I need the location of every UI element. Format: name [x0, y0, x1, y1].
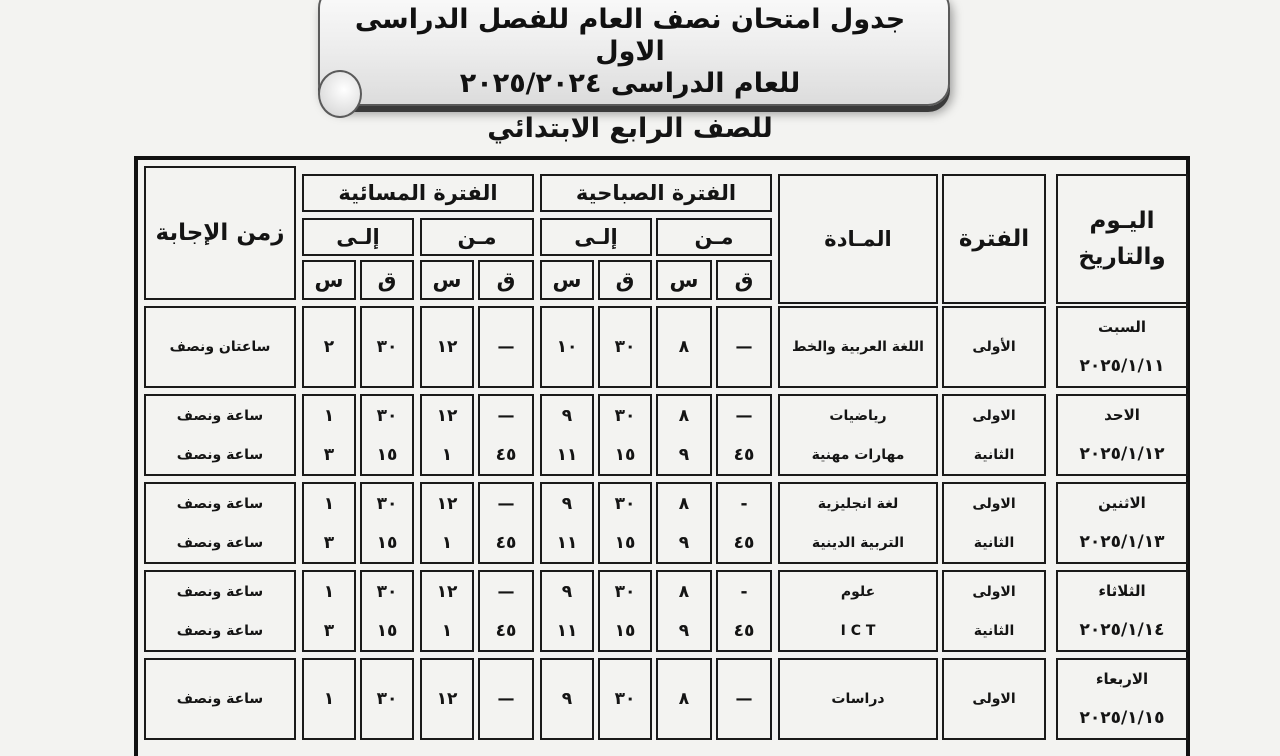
- evening-from-minute-value: —: [497, 689, 515, 709]
- period-cell: [942, 658, 1046, 740]
- grade-subtitle: للصف الرابع الابتدائي: [487, 113, 773, 144]
- morning-from-minute-cell: [716, 306, 772, 388]
- header-evening-to: إلـى: [302, 218, 414, 256]
- document-title: [340, 4, 920, 100]
- evening-from-hour-value: ١٢: [436, 405, 458, 426]
- exam-table: [134, 156, 1190, 756]
- evening-from-minute-value: —: [497, 493, 515, 514]
- subject-cell: [778, 570, 938, 652]
- evening-to-hour-value: ١: [323, 689, 335, 709]
- period-value: الثانية: [973, 622, 1015, 639]
- day-date-cell: [1056, 482, 1188, 564]
- evening-to-hour-value: ١: [323, 581, 335, 602]
- exam-date: ٢٠٢٥/١/١٤: [1079, 620, 1165, 640]
- subject-value: اللغة العربية والخط: [792, 339, 924, 355]
- header-evening-from: مـن: [420, 218, 534, 256]
- morning-to-hour-value: ٩: [561, 405, 573, 426]
- day-date-cell: [1056, 306, 1188, 388]
- evening-to-hour-cell: [302, 394, 356, 476]
- header-morning-from-minute: ق: [716, 260, 772, 300]
- morning-to-minute-cell: [598, 570, 652, 652]
- evening-from-minute-value: ٤٥: [495, 532, 517, 553]
- evening-from-hour-value: ١٢: [436, 689, 458, 709]
- day-name: الثلاثاء: [1098, 582, 1146, 600]
- duration-cell: [144, 658, 296, 740]
- duration-value: ساعة ونصف: [176, 622, 264, 639]
- header-evening: الفترة المسائية: [302, 174, 534, 212]
- evening-from-hour-value: ١٢: [436, 493, 458, 514]
- morning-to-minute-value: ٣٠: [614, 337, 636, 357]
- header-duration: زمن الإجابة: [144, 166, 296, 300]
- duration-value: ساعة ونصف: [176, 495, 264, 512]
- duration-value: ساعة ونصف: [176, 407, 264, 424]
- evening-from-minute-cell: [478, 658, 534, 740]
- day-name: الاربعاء: [1095, 670, 1149, 688]
- period-value: الأولى: [972, 339, 1016, 355]
- morning-to-hour-value: ٩: [561, 581, 573, 602]
- subject-cell: [778, 482, 938, 564]
- evening-from-minute-cell: [478, 394, 534, 476]
- day-date-cell: [1056, 658, 1188, 740]
- morning-from-hour-cell: [656, 482, 712, 564]
- morning-to-minute-cell: [598, 306, 652, 388]
- morning-from-minute-value: —: [735, 337, 753, 357]
- duration-cell: [144, 306, 296, 388]
- morning-to-minute-cell: [598, 658, 652, 740]
- subject-cell: [778, 394, 938, 476]
- header-subject: المـادة: [778, 174, 938, 304]
- header-morning-from: مـن: [656, 218, 772, 256]
- morning-from-hour-value: ٩: [678, 444, 690, 465]
- evening-from-minute-value: ٤٥: [495, 620, 517, 641]
- evening-from-minute-value: —: [497, 581, 515, 602]
- morning-from-hour-cell: [656, 394, 712, 476]
- evening-from-hour-cell: [420, 482, 474, 564]
- evening-to-minute-value: ١٥: [376, 620, 398, 641]
- subject-value: رياضيات: [829, 407, 887, 424]
- morning-to-hour-value: ١١: [556, 444, 578, 465]
- duration-cell: [144, 570, 296, 652]
- header-evening-to-minute: ق: [360, 260, 414, 300]
- evening-to-minute-cell: [360, 482, 414, 564]
- evening-to-hour-value: ٣: [323, 620, 335, 641]
- evening-to-hour-cell: [302, 570, 356, 652]
- evening-to-hour-value: ٣: [323, 532, 335, 553]
- subject-cell: [778, 306, 938, 388]
- duration-cell: [144, 482, 296, 564]
- morning-from-minute-value: -: [740, 581, 748, 602]
- exam-date: ٢٠٢٥/١/١٥: [1079, 708, 1165, 728]
- day-date-cell: [1056, 570, 1188, 652]
- period-value: الاولى: [972, 495, 1016, 512]
- morning-from-minute-value: ٤٥: [733, 620, 755, 641]
- evening-to-hour-cell: [302, 658, 356, 740]
- evening-from-hour-value: ١: [441, 620, 453, 641]
- morning-to-hour-cell: [540, 570, 594, 652]
- evening-to-hour-value: ٢: [323, 337, 335, 357]
- morning-to-hour-value: ١٠: [556, 337, 578, 357]
- morning-to-hour-value: ١١: [556, 620, 578, 641]
- morning-to-hour-cell: [540, 482, 594, 564]
- evening-to-minute-value: ٣٠: [376, 493, 398, 514]
- header-evening-to-hour: س: [302, 260, 356, 300]
- period-value: الثانية: [973, 534, 1015, 551]
- duration-value: ساعة ونصف: [176, 446, 264, 463]
- period-value: الاولى: [972, 691, 1016, 707]
- evening-to-hour-cell: [302, 306, 356, 388]
- day-name: الاحد: [1104, 406, 1140, 424]
- morning-from-hour-cell: [656, 658, 712, 740]
- duration-value: ساعة ونصف: [176, 534, 264, 551]
- morning-from-hour-value: ٨: [678, 405, 690, 426]
- exam-date: ٢٠٢٥/١/١٣: [1079, 532, 1165, 552]
- exam-date: ٢٠٢٥/١/١١: [1079, 356, 1165, 376]
- subject-value: علوم: [840, 583, 876, 600]
- header-evening-from-minute: ق: [478, 260, 534, 300]
- morning-from-minute-cell: [716, 658, 772, 740]
- exam-date: ٢٠٢٥/١/١٢: [1079, 444, 1165, 464]
- subject-value: التربية الدينية: [811, 534, 905, 551]
- evening-to-hour-value: ١: [323, 405, 335, 426]
- evening-from-minute-value: —: [497, 337, 515, 357]
- day-date-cell: [1056, 394, 1188, 476]
- morning-from-minute-cell: [716, 482, 772, 564]
- period-value: الاولى: [972, 583, 1016, 600]
- evening-to-minute-cell: [360, 394, 414, 476]
- morning-from-hour-value: ٨: [678, 337, 690, 357]
- evening-from-minute-cell: [478, 306, 534, 388]
- evening-from-hour-value: ١٢: [436, 337, 458, 357]
- morning-from-minute-value: -: [740, 493, 748, 514]
- morning-from-hour-value: ٩: [678, 532, 690, 553]
- morning-from-hour-cell: [656, 570, 712, 652]
- morning-to-minute-value: ١٥: [614, 620, 636, 641]
- evening-from-hour-cell: [420, 394, 474, 476]
- morning-from-minute-value: —: [735, 689, 753, 709]
- morning-to-minute-value: ١٥: [614, 532, 636, 553]
- evening-from-minute-value: —: [497, 405, 515, 426]
- header-morning-to-minute: ق: [598, 260, 652, 300]
- morning-to-hour-value: ١١: [556, 532, 578, 553]
- header-evening-from-hour: س: [420, 260, 474, 300]
- header-morning: الفترة الصباحية: [540, 174, 772, 212]
- period-value: الاولى: [972, 407, 1016, 424]
- evening-from-minute-cell: [478, 570, 534, 652]
- title-line-1: جدول امتحان نصف العام للفصل الدراسى الاول: [354, 4, 906, 67]
- morning-to-minute-value: ٣٠: [614, 689, 636, 709]
- morning-from-hour-value: ٨: [678, 689, 690, 709]
- duration-value: ساعة ونصف: [176, 583, 264, 600]
- period-cell: [942, 570, 1046, 652]
- morning-from-minute-cell: [716, 570, 772, 652]
- subject-value: I C T: [840, 622, 876, 639]
- evening-to-minute-value: ٣٠: [376, 337, 398, 357]
- morning-to-minute-value: ٣٠: [614, 493, 636, 514]
- subject-value: لغة انجليزية: [817, 495, 899, 512]
- duration-value: ساعتان ونصف: [169, 339, 271, 355]
- morning-to-minute-value: ١٥: [614, 444, 636, 465]
- evening-to-hour-value: ٣: [323, 444, 335, 465]
- evening-to-minute-value: ١٥: [376, 532, 398, 553]
- duration-value: ساعة ونصف: [176, 691, 264, 707]
- morning-from-minute-value: ٤٥: [733, 444, 755, 465]
- subject-cell: [778, 658, 938, 740]
- evening-from-hour-cell: [420, 570, 474, 652]
- period-cell: [942, 394, 1046, 476]
- evening-from-hour-value: ١: [441, 532, 453, 553]
- day-name: الاثنين: [1098, 494, 1146, 512]
- header-morning-from-hour: س: [656, 260, 712, 300]
- evening-from-hour-cell: [420, 306, 474, 388]
- header-period: الفترة: [942, 174, 1046, 304]
- evening-from-hour-value: ١: [441, 444, 453, 465]
- evening-to-minute-cell: [360, 570, 414, 652]
- subject-value: مهارات مهنية: [811, 446, 905, 463]
- morning-to-hour-cell: [540, 658, 594, 740]
- evening-to-hour-value: ١: [323, 493, 335, 514]
- evening-from-minute-value: ٤٥: [495, 444, 517, 465]
- morning-to-minute-value: ٣٠: [614, 405, 636, 426]
- morning-from-hour-cell: [656, 306, 712, 388]
- evening-to-minute-cell: [360, 658, 414, 740]
- header-day-date: اليـوم والتاريخ: [1056, 174, 1188, 304]
- evening-from-hour-cell: [420, 658, 474, 740]
- morning-from-hour-value: ٨: [678, 581, 690, 602]
- subject-value: دراسات: [831, 691, 885, 707]
- period-cell: [942, 482, 1046, 564]
- header-morning-to: إلـى: [540, 218, 652, 256]
- morning-to-hour-value: ٩: [561, 689, 573, 709]
- evening-to-minute-value: ١٥: [376, 444, 398, 465]
- morning-from-minute-value: —: [735, 405, 753, 426]
- morning-to-minute-value: ٣٠: [614, 581, 636, 602]
- evening-to-minute-value: ٣٠: [376, 405, 398, 426]
- period-cell: [942, 306, 1046, 388]
- duration-cell: [144, 394, 296, 476]
- evening-to-minute-cell: [360, 306, 414, 388]
- morning-from-minute-value: ٤٥: [733, 532, 755, 553]
- evening-to-minute-value: ٣٠: [376, 581, 398, 602]
- morning-to-hour-cell: [540, 306, 594, 388]
- period-value: الثانية: [973, 446, 1015, 463]
- morning-to-minute-cell: [598, 482, 652, 564]
- morning-to-hour-cell: [540, 394, 594, 476]
- header-morning-to-hour: س: [540, 260, 594, 300]
- evening-from-minute-cell: [478, 482, 534, 564]
- morning-from-hour-value: ٩: [678, 620, 690, 641]
- day-name: السبت: [1097, 318, 1147, 336]
- morning-to-hour-value: ٩: [561, 493, 573, 514]
- evening-from-hour-value: ١٢: [436, 581, 458, 602]
- morning-to-minute-cell: [598, 394, 652, 476]
- morning-from-minute-cell: [716, 394, 772, 476]
- title-line-2: للعام الدراسى ٢٠٢٥/٢٠٢٤: [459, 68, 801, 99]
- evening-to-hour-cell: [302, 482, 356, 564]
- morning-from-hour-value: ٨: [678, 493, 690, 514]
- evening-to-minute-value: ٣٠: [376, 689, 398, 709]
